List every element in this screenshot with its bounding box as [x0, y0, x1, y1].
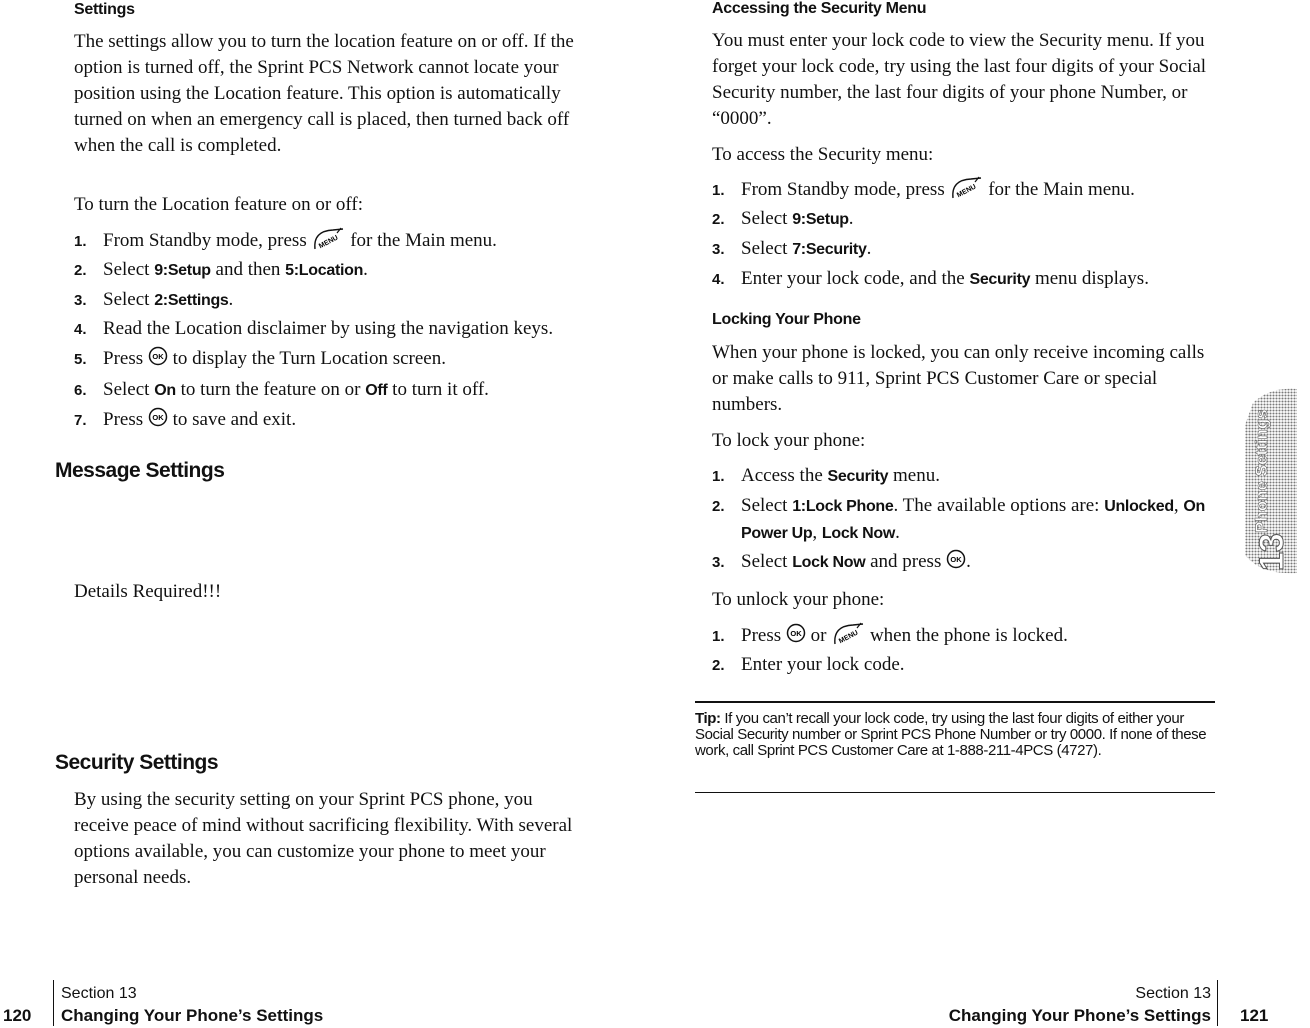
accessing-security-body: You must enter your lock code to view the Security menu. If you forget your lock code, try using the last four digits of your Social Security number, the last four digits of your phone Number, or “0000”.: [712, 30, 1207, 129]
access-step-2: 2. Select 9:Setup.: [712, 208, 854, 229]
left-page-number: 120: [3, 1006, 32, 1025]
security-settings-heading: Security Settings: [55, 751, 219, 774]
right-footer-divider: [1217, 980, 1218, 1026]
details-required: Details Required!!!: [74, 581, 222, 602]
left-footer-divider: [53, 980, 54, 1026]
security-settings-body: By using the security setting on your Sprint PCS phone, you receive peace of mind without sacrificing flexibility. With several options available, you can customize your phone to meet your personal needs.: [74, 789, 573, 888]
tip-bottom-rule: [695, 792, 1215, 793]
location-step-1: 1. From Standby mode, press MENU for the Main menu.: [74, 227, 497, 259]
right-footer-section: Section 13: [1135, 985, 1211, 1002]
location-step-5: 5. Press OK to display the Turn Location screen.: [74, 346, 446, 374]
menu-key-icon: [949, 176, 983, 208]
location-intro: To turn the Location feature on or off:: [74, 194, 364, 215]
location-step-3: 3. Select 2:Settings.: [74, 289, 234, 310]
menu-key-icon: [311, 227, 345, 259]
right-footer-title: Changing Your Phone’s Settings: [948, 1006, 1211, 1025]
access-step-3: 3. Select 7:Security.: [712, 238, 872, 259]
tip-box: [695, 711, 1217, 759]
unlock-step-1: 1. Press OK or MENU when the phone is locked.: [712, 622, 1068, 654]
section-side-tab: [1239, 385, 1299, 577]
svg-text:MENU: MENU: [956, 183, 978, 200]
locking-phone-body: When your phone is locked, you can only receive incoming calls or make calls to 911, Sprint PCS Customer Care or special numbers.: [712, 342, 1205, 415]
tip-label: Tip:: [695, 710, 721, 727]
ok-key-icon: [148, 346, 168, 374]
svg-text:OK: OK: [152, 352, 164, 361]
access-step-1: 1. From Standby mode, press MENU for the Main menu.: [712, 176, 1135, 208]
locking-phone-heading: Locking Your Phone: [712, 311, 861, 328]
access-step-4: 4. Enter your lock code, and the Security menu displays.: [712, 268, 1149, 289]
menu-key-icon: [831, 622, 865, 654]
location-step-2: 2. Select 9:Setup and then 5:Location.: [74, 259, 368, 280]
location-step-6: 6. Select On to turn the feature on or Off to turn it off.: [74, 379, 489, 400]
svg-text:Phone Settings: Phone Settings: [1252, 409, 1271, 533]
ok-key-icon: [786, 623, 806, 651]
lock-intro: To lock your phone:: [712, 430, 866, 451]
svg-text:13: 13: [1253, 533, 1291, 571]
access-intro: To access the Security menu:: [712, 144, 934, 165]
unlock-intro: To unlock your phone:: [712, 589, 885, 610]
svg-text:OK: OK: [790, 629, 802, 638]
lock-step-1: 1. Access the Security menu.: [712, 465, 940, 486]
svg-text:MENU: MENU: [318, 234, 340, 251]
svg-text:OK: OK: [152, 413, 164, 422]
svg-text:OK: OK: [950, 555, 962, 564]
unlock-step-2: 2. Enter your lock code.: [712, 654, 905, 675]
left-footer-section: Section 13: [61, 985, 137, 1002]
accessing-security-heading: Accessing the Security Menu: [712, 0, 927, 17]
tip-top-rule: [695, 701, 1215, 703]
right-page-number: 121: [1240, 1006, 1269, 1025]
settings-body: The settings allow you to turn the location feature on or off. If the option is turned off, the Sprint PCS Network cannot locate your position using the Location feature. This option is automatically turned on when an emergency call is placed, then turned back off when the call is completed.: [74, 31, 574, 156]
tip-body: If you can’t recall your lock code, try using the last four digits of either your Social Security number or Sprint PCS Phone Number or try 0000. If none of these work, call Sprint PCS Customer Care at 1-888-211-4PCS (4727).: [695, 710, 1207, 759]
side-tab-graphic: [1239, 385, 1299, 577]
ok-key-icon: [946, 549, 966, 577]
settings-heading: Settings: [74, 1, 135, 18]
ok-key-icon: [148, 407, 168, 435]
location-step-7: 7. Press OK to save and exit.: [74, 407, 296, 435]
lock-step-2: 2. Select 1:Lock Phone. The available options are: Unlocked, On Power Up, Lock Now.: [712, 495, 1205, 543]
location-step-4: 4. Read the Location disclaimer by using the navigation keys.: [74, 318, 554, 339]
lock-step-3: 3. Select Lock Now and press OK .: [712, 549, 971, 577]
left-footer-title: Changing Your Phone’s Settings: [61, 1006, 324, 1025]
message-settings-heading: Message Settings: [55, 459, 225, 482]
svg-text:MENU: MENU: [838, 629, 860, 646]
